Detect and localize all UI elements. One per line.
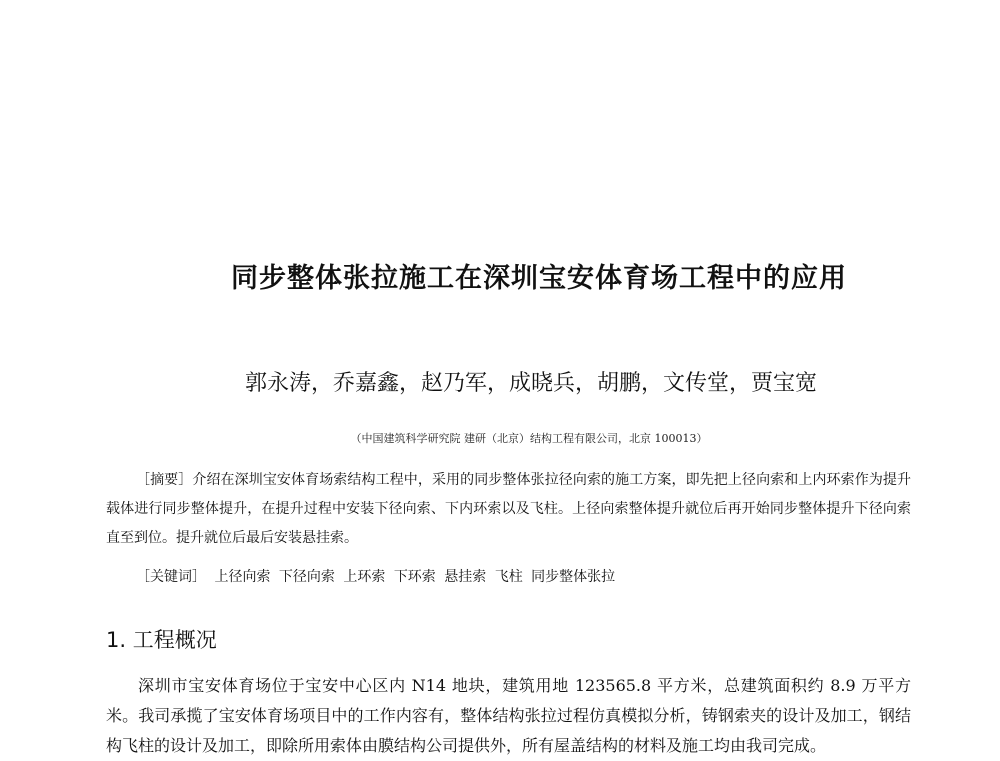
abstract-text: 介绍在深圳宝安体育场索结构工程中，采用的同步整体张拉径向索的施工方案，即先把上径向索和上内环索作为提升载体进行同步整体提升，在提升过程中安装下径向索、下内环索以及飞柱。上径向索整体提升就位后再开始同步整体提升下径向索直至到位。提升就位后最后安装悬挂索。 (106, 472, 912, 546)
keywords-label: ［关键词］ (136, 569, 206, 585)
section-body: 深圳市宝安体育场位于宝安中心区内 N14 地块，建筑用地 123565.8 平方米，总建筑面积约 8.9 万平方米。我司承揽了宝安体育场项目中的工作内容有，整体结构张拉过程仿真模拟分析，铸钢索夹的设计及加工，钢结构飞柱的设计及加工，即除所用索体由膜结构公司提供外，所有屋盖结构的材料及施工均由我司完成。 (106, 676, 911, 755)
keyword: 同步整体张拉 (531, 569, 616, 585)
keyword: 下环索 (393, 569, 436, 585)
keyword: 飞柱 (494, 569, 523, 585)
keyword: 上径向索 (214, 569, 271, 585)
keyword: 上环索 (343, 569, 386, 585)
abstract (106, 466, 911, 553)
keywords (136, 566, 911, 586)
keyword: 下径向索 (278, 569, 335, 585)
author-list: 郭永涛，乔嘉鑫，赵乃军，成晓兵，胡鹏，文传堂，贾宝宽 (244, 371, 817, 396)
affiliation: （中国建筑科学研究院 建研（北京）结构工程有限公司，北京 100013） (350, 432, 708, 445)
section-heading: 1. 工程概况 (106, 628, 217, 652)
paper-title: 同步整体张拉施工在深圳宝安体育场工程中的应用 (231, 263, 847, 294)
keyword: 悬挂索 (444, 569, 487, 585)
abstract-label: ［摘要］ (136, 472, 193, 488)
